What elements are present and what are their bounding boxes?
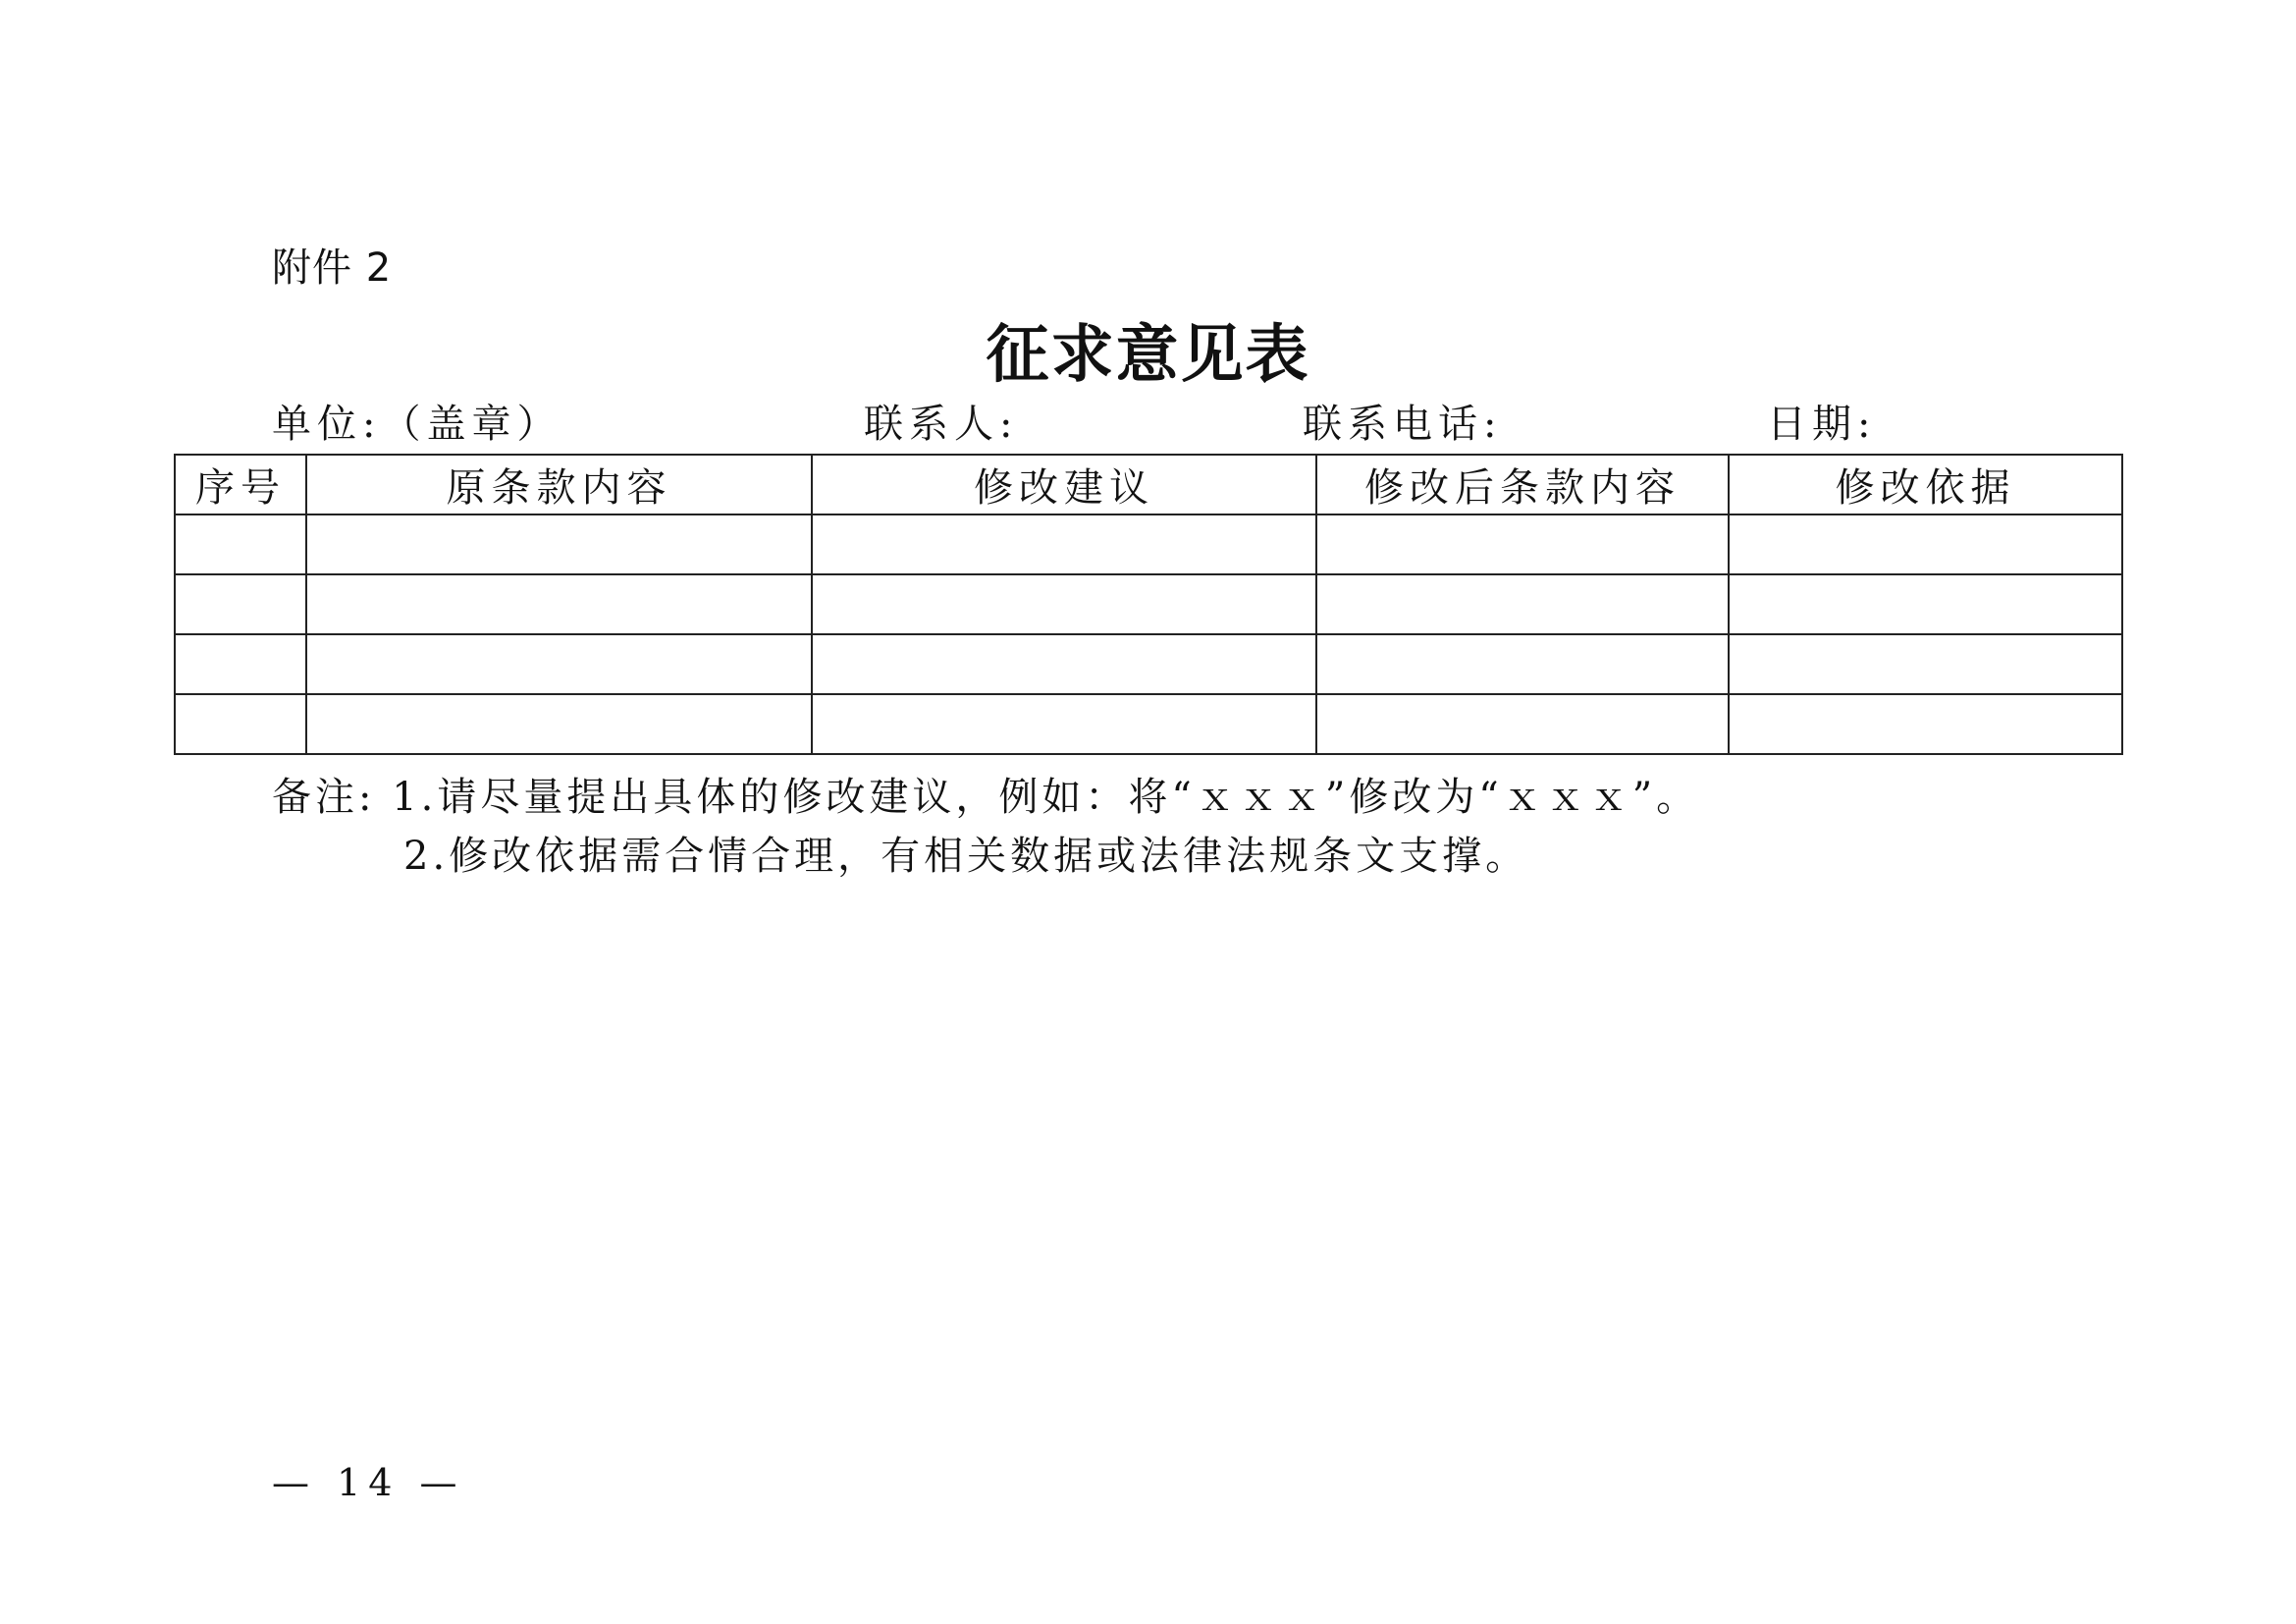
table-cell xyxy=(1316,514,1729,574)
table-cell xyxy=(1729,694,2122,754)
table-row xyxy=(175,694,2122,754)
opinion-table xyxy=(174,454,2123,755)
table-cell xyxy=(306,634,812,694)
table-row xyxy=(175,514,2122,574)
table-cell xyxy=(175,634,306,694)
table-cell xyxy=(306,694,812,754)
contact-field-label: 联系人: xyxy=(864,402,1019,447)
header-revised-clause: 修改后条款内容 xyxy=(1316,455,1729,514)
table-cell xyxy=(812,634,1316,694)
page-number: — 14 — xyxy=(272,1461,465,1504)
unit-field-label: 单位:（盖章） xyxy=(272,402,562,447)
table-cell xyxy=(812,514,1316,574)
date-field-label: 日期: xyxy=(1767,402,1877,447)
table-cell xyxy=(306,514,812,574)
note-prefix: 备注: xyxy=(272,775,376,820)
note-item-2: 2.修改依据需合情合理，有相关数据或法律法规条文支撑。 xyxy=(403,834,1529,879)
table-cell xyxy=(812,574,1316,634)
table-cell xyxy=(1729,514,2122,574)
header-serial-number: 序号 xyxy=(175,455,306,514)
table-cell xyxy=(1316,694,1729,754)
table-cell xyxy=(1729,634,2122,694)
table-cell xyxy=(1316,574,1729,634)
note-line-1 xyxy=(272,770,1699,825)
table-cell xyxy=(1316,634,1729,694)
table-cell xyxy=(306,574,812,634)
table-header-row xyxy=(175,455,2122,514)
table-cell xyxy=(1729,574,2122,634)
header-basis: 修改依据 xyxy=(1729,455,2122,514)
note-item-1: 1.请尽量提出具体的修改建议，例如：将“ｘｘｘ”修改为“ｘｘｘ”。 xyxy=(392,775,1700,820)
table-row xyxy=(175,574,2122,634)
table-row xyxy=(175,634,2122,694)
header-original-clause: 原条款内容 xyxy=(306,455,812,514)
document-title: 征求意见表 xyxy=(986,318,1310,392)
header-suggestion: 修改建议 xyxy=(812,455,1316,514)
attachment-label: 附件 2 xyxy=(272,245,393,291)
table-cell xyxy=(175,514,306,574)
table-cell xyxy=(175,694,306,754)
table-cell xyxy=(175,574,306,634)
note-line-2 xyxy=(403,829,1528,884)
table-cell xyxy=(812,694,1316,754)
phone-field-label: 联系电话: xyxy=(1303,402,1503,447)
